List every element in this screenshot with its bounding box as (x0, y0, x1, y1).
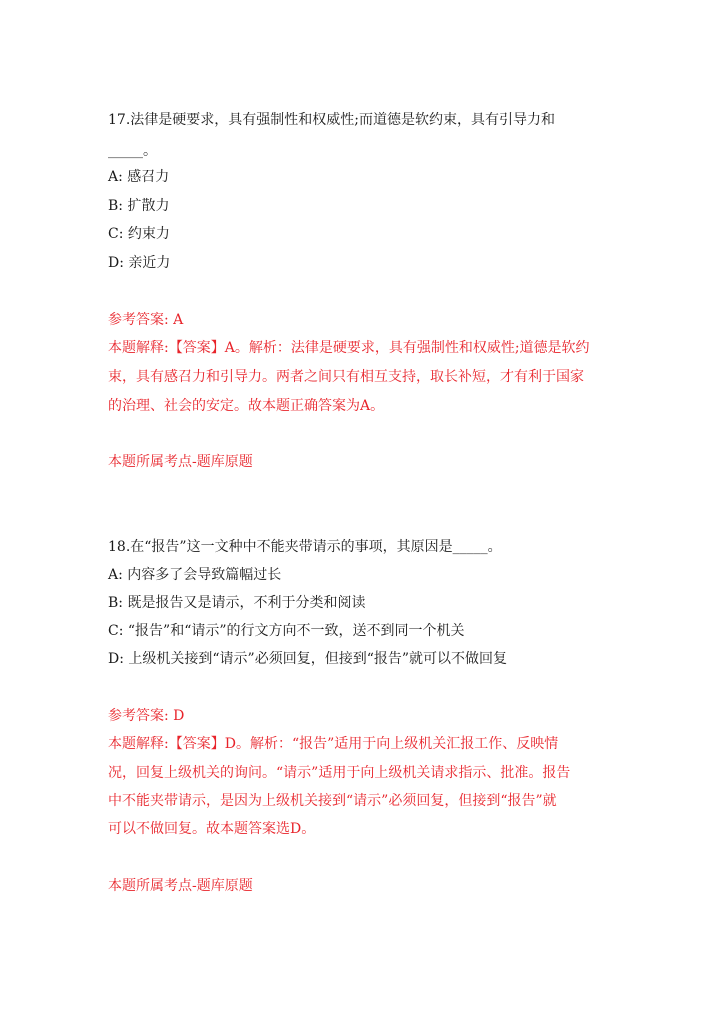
question-17-stem-line1: 17.法律是硬要求，具有强制性和权威性;而道德是软约束，具有引导力和 (108, 112, 555, 128)
question-18-explanation-line3: 中不能夹带请示，是因为上级机关接到“请示”必须回复，但接到“报告”就 (108, 793, 557, 809)
question-18-answer: 参考答案: D (108, 708, 185, 724)
question-17-stem-line2: _____。 (108, 143, 157, 159)
question-17-option-d: D: 亲近力 (108, 255, 171, 271)
question-18-stem-line1: 18.在“报告”这一文种中不能夹带请示的事项，其原因是_____。 (108, 539, 502, 555)
question-17-explanation-line1: 本题解释:【答案】A。解析：法律是硬要求，具有强制性和权威性;道德是软约 (108, 340, 590, 356)
question-17-option-a: A: 感召力 (108, 169, 170, 185)
question-18-explanation-line4: 可以不做回复。故本题答案选D。 (108, 821, 316, 837)
question-17-explanation-line2: 束，具有感召力和引导力。两者之间只有相互支持，取长补短，才有利于国家 (108, 369, 584, 385)
question-18-option-d: D: 上级机关接到“请示”必须回复，但接到“报告”就可以不做回复 (108, 651, 508, 667)
question-17-option-b: B: 扩散力 (108, 198, 170, 214)
question-18-explanation-line2: 况，回复上级机关的询问。“请示”适用于向上级机关请求指示、批准。报告 (108, 765, 571, 781)
question-17-topic: 本题所属考点-题库原题 (108, 454, 253, 470)
question-18-option-c: C: “报告”和“请示”的行文方向不一致，送不到同一个机关 (108, 623, 465, 639)
question-18-option-b: B: 既是报告又是请示，不利于分类和阅读 (108, 595, 366, 611)
question-18-topic: 本题所属考点-题库原题 (108, 878, 253, 894)
question-17-explanation-line3: 的治理、社会的安定。故本题正确答案为A。 (108, 398, 385, 414)
question-17-answer: 参考答案: A (108, 312, 184, 328)
question-18-explanation-line1: 本题解释:【答案】D。解析：“报告”适用于向上级机关汇报工作、反映情 (108, 736, 559, 752)
question-17-option-c: C: 约束力 (108, 226, 170, 242)
question-18-option-a: A: 内容多了会导致篇幅过长 (108, 567, 282, 583)
